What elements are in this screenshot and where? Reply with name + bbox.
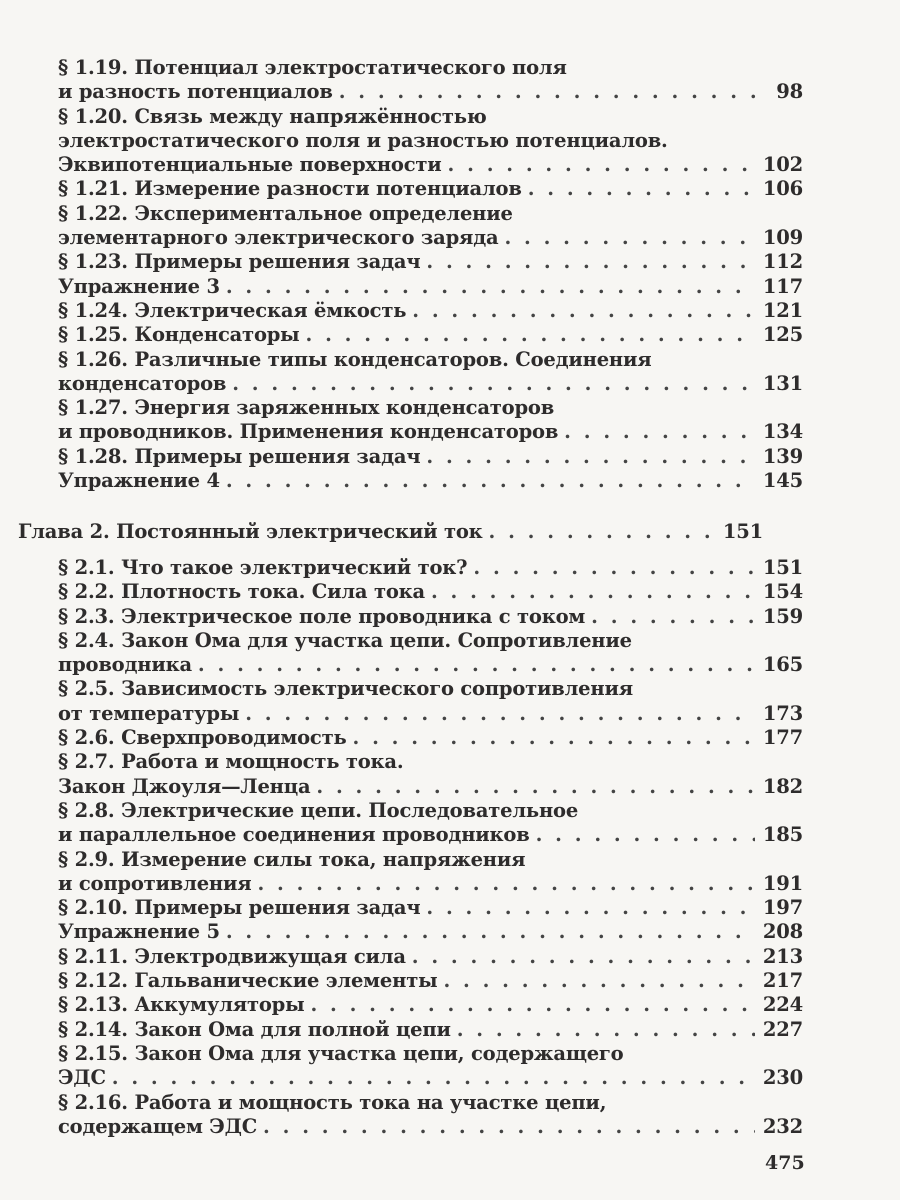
toc-page-number: 182 [762, 774, 803, 798]
toc-entry-continuation [0, 80, 803, 104]
toc-entry [0, 969, 803, 993]
toc-entry [0, 848, 803, 872]
toc-entry-title: § 2.8. Электрические цепи. Последовательное [58, 798, 579, 822]
toc-entry [0, 445, 803, 469]
toc-entry-title: § 1.21. Измерение разности потенциалов [58, 177, 522, 201]
toc-entry-title: Упражнение 4 [58, 469, 220, 493]
toc-entry-title: § 2.5. Зависимость электрического сопротивления [58, 677, 633, 701]
dot-leader [457, 1018, 755, 1042]
toc-entry-continuation [0, 1066, 803, 1090]
toc-entry [0, 799, 803, 823]
dot-leader [426, 250, 754, 274]
toc-entry-title: § 1.26. Различные типы конденсаторов. Соединения [58, 347, 652, 371]
toc-entry [0, 605, 803, 629]
dot-leader [263, 1115, 755, 1139]
toc-entry-title: § 2.2. Плотность тока. Сила тока [58, 580, 425, 604]
toc-entry-title: содержащем ЭДС [58, 1114, 258, 1138]
toc-entry-title: § 1.27. Энергия заряженных конденсаторов [58, 396, 555, 420]
toc-entry-title: и проводников. Применения конденсаторов [58, 420, 559, 444]
toc-entry [0, 896, 803, 920]
toc-entry [0, 105, 803, 129]
dot-leader [226, 920, 755, 944]
toc-page-number: 191 [762, 871, 803, 895]
toc-entry-title: § 1.25. Конденсаторы [58, 323, 300, 347]
toc-entry-continuation [0, 872, 803, 896]
toc-entry-title: § 2.6. Сверхпроводимость [58, 726, 347, 750]
toc-entry-title: и разность потенциалов [58, 80, 333, 104]
dot-leader [232, 372, 755, 396]
dot-leader [426, 445, 754, 469]
toc-entry [0, 323, 803, 347]
dot-leader [536, 823, 755, 847]
dot-leader [306, 323, 755, 347]
toc-entry [0, 250, 803, 274]
dot-leader [226, 469, 755, 493]
toc-entry-title: § 1.24. Электрическая ёмкость [58, 298, 407, 322]
toc-entry-title: § 2.14. Закон Ома для полной цепи [58, 1017, 451, 1041]
toc-entry [0, 348, 803, 372]
toc-entry-title: ЭДС [58, 1066, 106, 1090]
toc-page-number: 227 [762, 1017, 803, 1041]
toc-section-chapter-1-continued [0, 56, 900, 493]
toc-page-number: 224 [762, 993, 803, 1017]
toc-page-number: 151 [722, 520, 763, 543]
toc-page-number: 154 [762, 580, 803, 604]
dot-leader [431, 580, 755, 604]
toc-page-number: 134 [762, 420, 803, 444]
toc-entry-title: Закон Джоуля—Ленца [58, 774, 311, 798]
dot-leader [426, 896, 754, 920]
toc-chapter-2-heading [0, 520, 900, 544]
toc-page-number: 112 [762, 250, 803, 274]
dot-leader [448, 153, 755, 177]
toc-entry-title: и параллельное соединения проводников [58, 823, 530, 847]
toc-page-number: 145 [762, 469, 803, 493]
toc-page-number: 197 [762, 896, 803, 920]
toc-page-number: 185 [762, 823, 803, 847]
toc-page-number: 98 [776, 80, 803, 104]
dot-leader [473, 556, 754, 580]
toc-entry-continuation [0, 153, 803, 177]
toc-page-number: 125 [762, 323, 803, 347]
toc-entry [0, 275, 803, 299]
toc-entry-title: § 2.4. Закон Ома для участка цепи. Сопротивление [58, 628, 632, 652]
toc-page-number: 177 [762, 726, 803, 750]
toc-entry-title: § 2.10. Примеры решения задач [58, 896, 421, 920]
toc-page-number: 139 [762, 444, 803, 468]
toc-entry-title: Эквипотенциальные поверхности [58, 153, 442, 177]
toc-entry [0, 1042, 803, 1066]
toc-entry-title: Упражнение 5 [58, 920, 220, 944]
dot-leader [112, 1066, 755, 1090]
dot-leader [198, 653, 755, 677]
dot-leader [489, 520, 715, 544]
toc-entry-title: § 1.23. Примеры решения задач [58, 250, 421, 274]
dot-leader [412, 299, 755, 323]
toc-entry-title: элементарного электрического заряда [58, 226, 499, 250]
toc-entry-continuation [0, 775, 803, 799]
toc-entry-title: и сопротивления [58, 871, 252, 895]
toc-entry-title: § 1.19. Потенциал электростатического поля [58, 56, 567, 79]
toc-entry-title: конденсаторов [58, 371, 227, 395]
toc-entry [0, 520, 763, 544]
dot-leader [591, 605, 755, 629]
toc-page-number: 102 [762, 153, 803, 177]
toc-entry [0, 677, 803, 701]
dot-leader [564, 420, 755, 444]
toc-entry-title: § 2.11. Электродвижущая сила [58, 944, 406, 968]
toc-page-number: 213 [762, 944, 803, 968]
toc-entry [0, 556, 803, 580]
dot-leader [245, 702, 755, 726]
toc-entry-title: § 2.15. Закон Ома для участка цепи, содержащего [58, 1041, 624, 1065]
dot-leader [226, 275, 755, 299]
toc-entry [0, 299, 803, 323]
toc-entry-title: § 2.3. Электрическое поле проводника с током [58, 604, 586, 628]
toc-entry-continuation [0, 653, 803, 677]
toc-entry-title: § 2.13. Аккумуляторы [58, 993, 305, 1017]
toc-page-number: 230 [762, 1066, 803, 1090]
dot-leader [257, 872, 754, 896]
toc-entry-title: Глава 2. Постоянный электрический ток [18, 520, 483, 543]
toc-entry-continuation [0, 823, 803, 847]
toc-entry-title: § 1.20. Связь между напряжённостью [58, 104, 487, 128]
toc-entry-title: Упражнение 3 [58, 274, 220, 298]
toc-page-number: 173 [762, 701, 803, 725]
toc-page-number: 165 [762, 653, 803, 677]
toc-entry-continuation [0, 372, 803, 396]
toc-entry [0, 726, 803, 750]
toc-entry [0, 945, 803, 969]
toc-entry-continuation [0, 420, 803, 444]
toc-entry-continuation [0, 1115, 803, 1139]
toc-entry-title: § 2.12. Гальванические элементы [58, 969, 438, 993]
toc-entry-title: § 2.7. Работа и мощность тока. [58, 750, 404, 774]
toc-page-number: 109 [762, 226, 803, 250]
toc-page-number: 106 [762, 177, 803, 201]
toc-entry-title: от температуры [58, 701, 240, 725]
toc-page-number: 151 [762, 556, 803, 579]
dot-leader [353, 726, 755, 750]
toc-entry-title: проводника [58, 653, 192, 677]
toc-entry [0, 993, 803, 1017]
dot-leader [310, 993, 754, 1017]
toc-entry-continuation [0, 129, 803, 153]
toc-entry [0, 1018, 803, 1042]
toc-entry-title: электростатического поля и разностью потенциалов. [58, 128, 668, 152]
dot-leader [504, 226, 754, 250]
toc-entry-title: § 1.28. Примеры решения задач [58, 444, 421, 468]
toc-entry-title: § 2.9. Измерение силы тока, напряжения [58, 847, 526, 871]
toc-entry-continuation [0, 702, 803, 726]
toc-entry [0, 580, 803, 604]
dot-leader [316, 775, 755, 799]
toc-page-number: 208 [762, 920, 803, 944]
dot-leader [528, 177, 755, 201]
toc-entry [0, 202, 803, 226]
toc-entry-continuation [0, 226, 803, 250]
toc-entry [0, 750, 803, 774]
toc-page-number: 131 [762, 371, 803, 395]
toc-entry-title: § 2.1. Что такое электрический ток? [58, 556, 468, 579]
toc-section-chapter-2 [0, 556, 900, 1139]
toc-entry [0, 177, 803, 201]
toc-page-number: 121 [762, 298, 803, 322]
toc-entry [0, 56, 803, 80]
toc-entry-title: § 2.16. Работа и мощность тока на участке цепи, [58, 1090, 607, 1114]
toc-entry [0, 469, 803, 493]
dot-leader [412, 945, 755, 969]
toc-page-number: 217 [762, 969, 803, 993]
dot-leader [339, 80, 759, 104]
dot-leader [443, 969, 754, 993]
toc-entry [0, 920, 803, 944]
toc-entry-title: § 1.22. Экспериментальное определение [58, 201, 513, 225]
toc-entry [0, 396, 803, 420]
toc-page-number: 117 [762, 274, 803, 298]
toc-page-number: 232 [762, 1114, 803, 1138]
toc-page-number: 159 [762, 604, 803, 628]
page-number: 475 [765, 1152, 805, 1174]
toc-entry [0, 629, 803, 653]
toc-entry [0, 1091, 803, 1115]
